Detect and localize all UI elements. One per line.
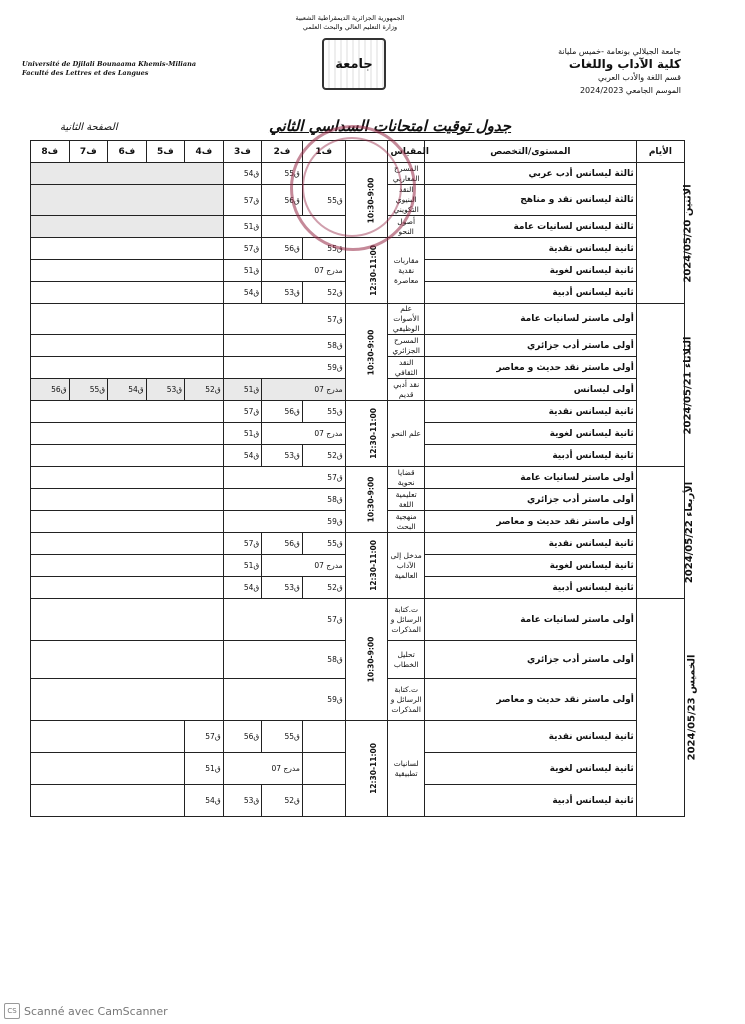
room-cell: ق55 <box>302 401 345 423</box>
subject-cell: المسرح الجزائري <box>388 335 424 357</box>
room-cell: ق55 <box>262 721 303 753</box>
empty-cell <box>31 511 224 533</box>
room-cell: ق55 <box>69 379 108 401</box>
level-cell: أولى ليسانس <box>424 379 636 401</box>
empty-cell <box>31 216 224 238</box>
room-cell: ق56 <box>262 401 303 423</box>
time-slot: 10:30-9:00 <box>345 304 388 401</box>
ministry-line: وزارة التعليم العالي والبحث العلمي <box>302 23 398 31</box>
level-cell: ثانية ليسانس لغوية <box>424 555 636 577</box>
room-cell: ق57 <box>185 721 224 753</box>
time-slot: 12:30-11:00 <box>345 238 388 304</box>
col-level: المستوى/التخصص <box>424 141 636 163</box>
level-cell: ثالثة ليسانس لسانيات عامة <box>424 216 636 238</box>
time-slot: 10:30-9:00 <box>345 599 388 721</box>
empty-cell <box>302 721 345 753</box>
room-cell: ق58 <box>223 335 345 357</box>
empty-cell <box>31 260 224 282</box>
day-cell: الاثنين 2024/05/20 <box>636 163 684 304</box>
level-cell: ثانية ليسانس أدبية <box>424 785 636 817</box>
col-f7: ف7 <box>69 141 108 163</box>
empty-cell <box>31 753 185 785</box>
subject-cell: ت.كتابة الرسائل و المذكرات <box>388 679 424 721</box>
level-cell: ثانية ليسانس لغوية <box>424 260 636 282</box>
room-cell: ق53 <box>262 445 303 467</box>
empty-cell <box>31 335 224 357</box>
table-row <box>31 304 685 335</box>
room-cell: ق55 <box>302 533 345 555</box>
empty-cell <box>302 785 345 817</box>
room-cell: ق53 <box>262 282 303 304</box>
room-cell: ق57 <box>223 467 345 489</box>
col-time <box>345 141 388 163</box>
republic-line: الجمهورية الجزائرية الديمقراطية الشعبية <box>295 14 405 22</box>
room-cell: ق55 <box>302 185 345 216</box>
table-row <box>31 721 685 753</box>
page-title: جدول توقيت امتحانات السداسي الثاني <box>268 117 512 135</box>
col-f4: ف4 <box>185 141 224 163</box>
room-cell: ق52 <box>262 785 303 817</box>
empty-cell <box>302 753 345 785</box>
subject-cell: مقاربات نقدية معاصرة <box>388 238 424 304</box>
level-cell: أولى ماستر نقد حديث و معاصر <box>424 357 636 379</box>
room-cell: ق59 <box>223 511 345 533</box>
level-cell: ثانية ليسانس نقدية <box>424 533 636 555</box>
room-cell: ق55 <box>302 238 345 260</box>
subject-cell: مدخل إلى الآداب العالمية <box>388 533 424 599</box>
room-cell: ق51 <box>185 753 224 785</box>
room-cell: ق52 <box>302 577 345 599</box>
amphi-cell: مدرج 07 <box>262 260 345 282</box>
subject-cell: علم الأصوات الوظيفي <box>388 304 424 335</box>
university-name-ar: جامعة الجيلالي بونعامة -خميس مليانة <box>558 47 681 56</box>
table-row <box>31 533 685 555</box>
col-f5: ف5 <box>146 141 185 163</box>
room-cell: ق51 <box>223 260 262 282</box>
university-logo <box>322 38 386 90</box>
subject-cell: منهجية البحث <box>388 511 424 533</box>
logo-text: جامعة <box>335 56 373 72</box>
room-cell: ق56 <box>223 721 262 753</box>
level-cell: ثالثة ليسانس نقد و مناهج <box>424 185 636 216</box>
header-row <box>31 141 685 163</box>
faculty-name-ar: كلية الآداب واللغات <box>568 57 681 71</box>
level-cell: ثانية ليسانس أدبية <box>424 577 636 599</box>
empty-cell <box>31 641 224 679</box>
empty-cell <box>31 445 224 467</box>
header-center <box>260 14 440 32</box>
room-cell <box>262 216 345 238</box>
scanner-footer <box>4 1003 168 1019</box>
empty-cell <box>31 238 224 260</box>
amphi-cell: مدرج 07 <box>262 379 345 401</box>
room-cell: ق56 <box>262 238 303 260</box>
subject-cell: أصول النحو <box>388 216 424 238</box>
room-cell: ق56 <box>262 533 303 555</box>
empty-cell <box>31 423 224 445</box>
amphi-cell: مدرج 07 <box>262 555 345 577</box>
level-cell: أولى ماستر نقد حديث و معاصر <box>424 511 636 533</box>
subject-cell: النقد الثقافي <box>388 357 424 379</box>
time-slot: 10:30-9:00 <box>345 163 388 238</box>
room-cell: ق54 <box>223 163 262 185</box>
room-cell: ق58 <box>223 641 345 679</box>
level-cell: ثانية ليسانس نقدية <box>424 401 636 423</box>
room-cell: ق54 <box>223 445 262 467</box>
exam-schedule-table <box>30 140 698 817</box>
room-cell: ق52 <box>185 379 224 401</box>
subject-cell: لسانيات تطبيقية <box>388 721 424 817</box>
level-cell: أولى ماستر لسانيات عامة <box>424 467 636 489</box>
room-cell: ق54 <box>223 577 262 599</box>
time-slot: 12:30-11:00 <box>345 401 388 467</box>
col-f6: ف6 <box>108 141 147 163</box>
room-cell: ق51 <box>223 555 262 577</box>
subject-cell: نقد أدبي قديم <box>388 379 424 401</box>
room-cell: ق59 <box>223 357 345 379</box>
level-cell: ثانية ليسانس نقدية <box>424 238 636 260</box>
room-cell: ق59 <box>223 679 345 721</box>
table-row <box>31 599 685 641</box>
room-cell: ق54 <box>185 785 224 817</box>
room-cell: ق57 <box>223 533 262 555</box>
day-cell: الخميس 2024/05/23 <box>636 599 684 817</box>
room-cell: ق51 <box>223 216 262 238</box>
empty-cell <box>31 679 224 721</box>
empty-cell <box>31 533 224 555</box>
amphi-cell: مدرج 07 <box>223 753 302 785</box>
header-right <box>558 45 681 97</box>
room-cell: ق57 <box>223 304 345 335</box>
level-cell: ثانية ليسانس نقدية <box>424 721 636 753</box>
table-row <box>31 467 685 489</box>
header-left <box>22 60 196 78</box>
faculty-name-fr: Faculté des Lettres et des Langues <box>22 69 149 77</box>
room-cell: ق51 <box>223 379 262 401</box>
academic-year: الموسم الجامعي 2024/2023 <box>579 86 681 95</box>
room-cell: ق52 <box>302 445 345 467</box>
camscanner-icon: CS <box>4 1003 20 1019</box>
department-name: قسم اللغة والأدب العربي <box>598 73 681 82</box>
room-cell: ق57 <box>223 401 262 423</box>
subject-cell: قضايا نحوية <box>388 467 424 489</box>
room-cell: ق51 <box>223 423 262 445</box>
col-f3: ف3 <box>223 141 262 163</box>
room-cell: ق53 <box>262 577 303 599</box>
room-cell: ق57 <box>223 185 262 216</box>
empty-cell <box>31 721 185 753</box>
room-cell: ق54 <box>223 282 262 304</box>
empty-cell <box>31 555 224 577</box>
amphi-cell: مدرج 07 <box>262 423 345 445</box>
col-days: الأيام <box>636 141 684 163</box>
empty-cell <box>31 599 224 641</box>
table-row <box>31 401 685 423</box>
empty-cell <box>31 467 224 489</box>
level-cell: أولى ماستر أدب جزائري <box>424 489 636 511</box>
level-cell: أولى ماستر نقد حديث و معاصر <box>424 679 636 721</box>
scanner-text: Scanné avec CamScanner <box>24 1004 168 1018</box>
table-row <box>31 238 685 260</box>
room-cell: ق57 <box>223 238 262 260</box>
col-f8: ف8 <box>31 141 70 163</box>
level-cell: أولى ماستر لسانيات عامة <box>424 304 636 335</box>
level-cell: ثانية ليسانس أدبية <box>424 282 636 304</box>
empty-cell <box>31 577 224 599</box>
level-cell: ثانية ليسانس لغوية <box>424 753 636 785</box>
page-number: الصفحة الثانية <box>60 122 118 133</box>
level-cell: ثالثة ليسانس أدب عربي <box>424 163 636 185</box>
subject-cell: النقد البنيوي التكويني <box>388 185 424 216</box>
room-cell: ق53 <box>223 785 262 817</box>
day-cell: الأربعاء 2024/05/22 <box>636 467 684 599</box>
empty-cell <box>31 357 224 379</box>
subject-cell: تحليل الخطاب <box>388 641 424 679</box>
room-cell: ق56 <box>31 379 70 401</box>
subject-cell: علم النحو <box>388 401 424 467</box>
room-cell: ق58 <box>223 489 345 511</box>
level-cell: أولى ماستر أدب جزائري <box>424 641 636 679</box>
time-slot: 10:30-9:00 <box>345 467 388 533</box>
university-name-fr: Université de Djilali Bounaama Khemis-Miliana <box>22 60 197 68</box>
room-cell: ق56 <box>262 185 303 216</box>
day-cell: الثلاثاء 2024/05/21 <box>636 304 684 467</box>
time-slot: 12:30-11:00 <box>345 721 388 817</box>
empty-cell <box>31 163 224 185</box>
room-cell: ق52 <box>302 282 345 304</box>
empty-cell <box>31 489 224 511</box>
empty-cell <box>31 304 224 335</box>
table-row <box>31 163 685 185</box>
room-cell: ق57 <box>223 599 345 641</box>
room-cell: ق54 <box>108 379 147 401</box>
level-cell: ثانية ليسانس أدبية <box>424 445 636 467</box>
subject-cell: تعليمية اللغة <box>388 489 424 511</box>
col-subject: المقياس <box>388 141 424 163</box>
room-cell: ق53 <box>146 379 185 401</box>
time-slot: 12:30-11:00 <box>345 533 388 599</box>
col-f2: ف2 <box>262 141 303 163</box>
empty-cell <box>31 282 224 304</box>
empty-cell <box>31 785 185 817</box>
subject-cell: المسرح المغاربي <box>388 163 424 185</box>
room-cell <box>302 163 345 185</box>
level-cell: ثانية ليسانس لغوية <box>424 423 636 445</box>
col-f1: ف1 <box>302 141 345 163</box>
subject-cell: ت.كتابة الرسائل و المذكرات <box>388 599 424 641</box>
room-cell: ق55 <box>262 163 303 185</box>
empty-cell <box>31 401 224 423</box>
level-cell: أولى ماستر لسانيات عامة <box>424 599 636 641</box>
empty-cell <box>31 185 224 216</box>
level-cell: أولى ماستر أدب جزائري <box>424 335 636 357</box>
